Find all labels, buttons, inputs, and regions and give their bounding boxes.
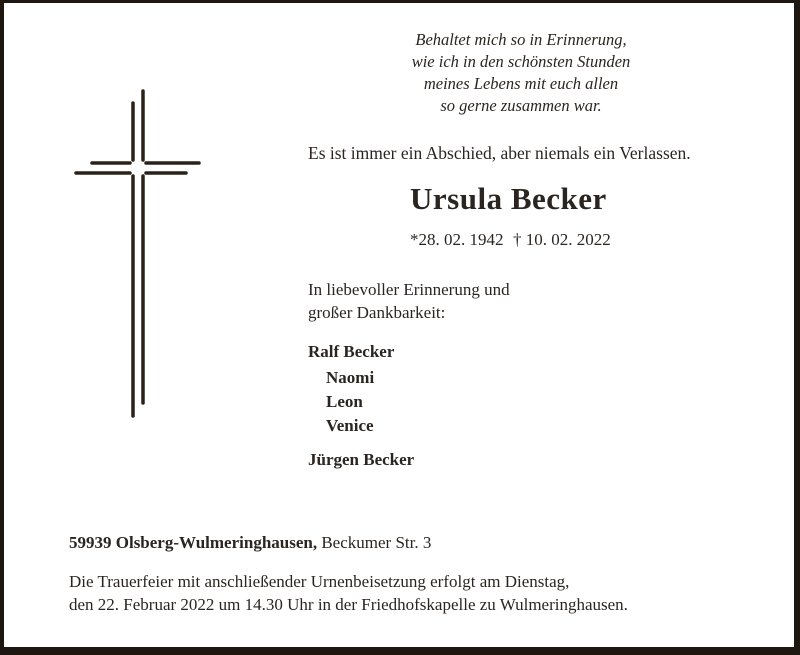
verse-line: Behaltet mich so in Erinnerung, — [415, 30, 627, 49]
address-street: Beckumer Str. 3 — [321, 533, 432, 552]
deceased-name: Ursula Becker — [410, 181, 607, 216]
verse-line: so gerne zusammen war. — [440, 96, 602, 115]
funeral-info: den 22. Februar 2022 um 14.30 Uhr in der Friedhofskapelle zu Wulmeringhausen. — [69, 595, 628, 614]
funeral-info: Die Trauerfeier mit anschließender Urnenbeisetzung erfolgt am Dienstag, — [69, 572, 570, 591]
intro-line: großer Dankbarkeit: — [308, 303, 446, 322]
mourner: Ralf Becker — [308, 342, 395, 361]
verse-line: meines Lebens mit euch allen — [423, 74, 619, 93]
verse-line: wie ich in den schönsten Stunden — [411, 52, 631, 71]
mourner: Naomi — [326, 368, 375, 387]
address — [69, 533, 431, 553]
death-date: † 10. 02. 2022 — [513, 230, 611, 249]
address-place: 59939 Olsberg-Wulmeringhausen, — [69, 533, 318, 552]
intro-line: In liebevoller Erinnerung und — [308, 280, 510, 299]
mourner: Leon — [326, 392, 363, 411]
mourner: Jürgen Becker — [308, 450, 415, 469]
motto: Es ist immer ein Abschied, aber niemals ein Verlassen. — [308, 143, 691, 163]
birth-date: *28. 02. 1942 — [410, 230, 504, 249]
mourner: Venice — [326, 416, 374, 435]
